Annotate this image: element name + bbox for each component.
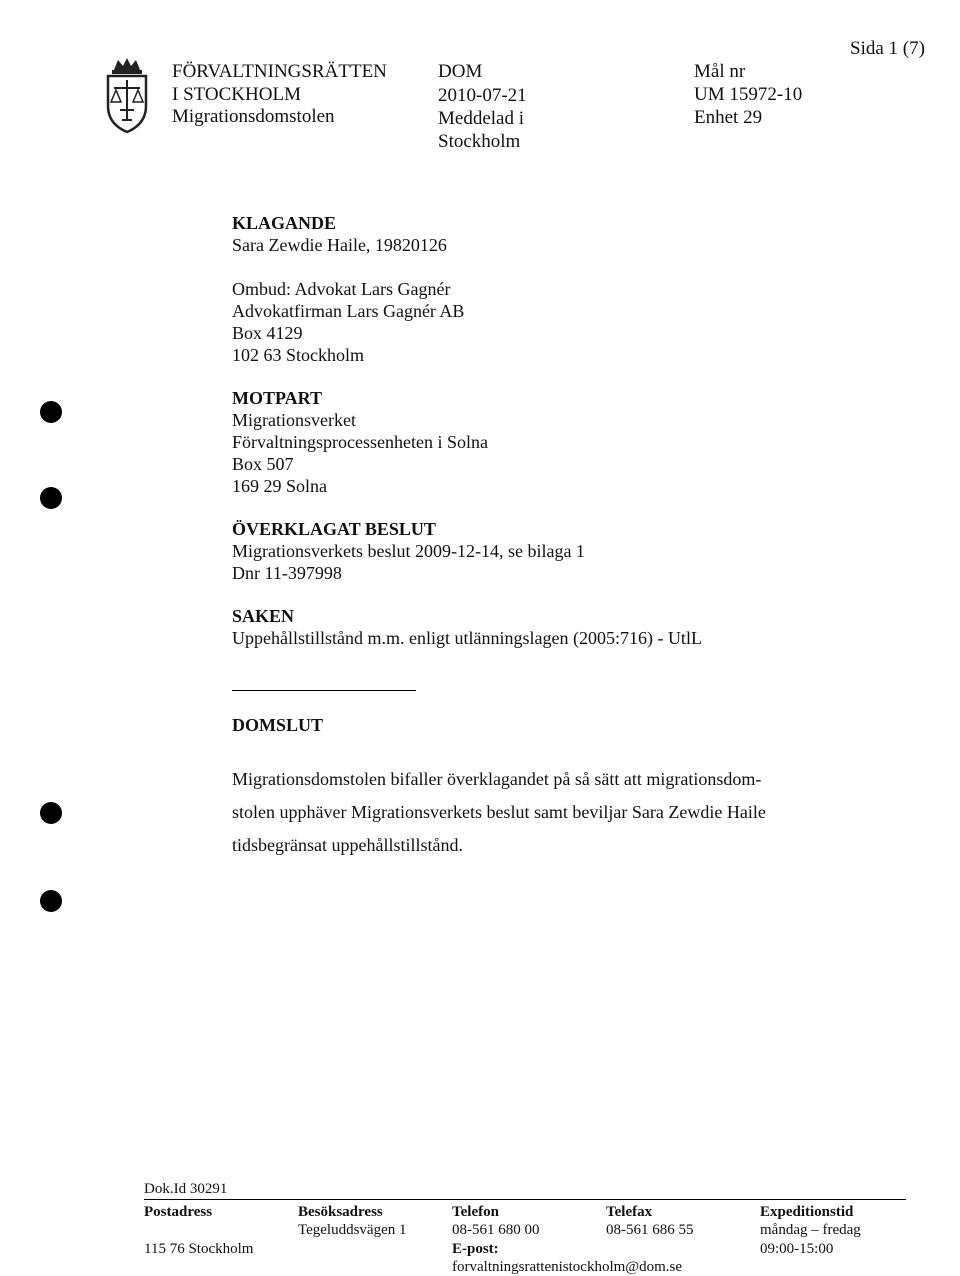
footer-rule [144,1199,906,1200]
domslut-line3: tidsbegränsat uppehållstillstånd. [232,835,463,855]
case-number-label: Mål nr [694,61,746,82]
motpart-unit: Förvaltningsprocessenheten i Solna [232,432,488,452]
court-name-line1: FÖRVALTNINGSRÄTTEN [172,61,387,82]
court-unit: Enhet 29 [694,107,763,128]
case-number: UM 15972-10 [694,84,803,105]
postadress-value: 115 76 Stockholm [144,1241,254,1257]
announced-city: Stockholm [438,131,521,152]
domslut-line2: stolen upphäver Migrationsverkets beslut samt beviljar Sara Zewdie Haile [232,802,766,822]
overklagat-heading: ÖVERKLAGAT BESLUT [232,519,436,539]
motpart-box: Box 507 [232,454,294,474]
motpart-heading: MOTPART [232,388,323,408]
court-coat-of-arms-icon [102,58,152,136]
court-name-line2: I STOCKHOLM [172,84,301,105]
section-divider [232,690,416,691]
ombud-box: Box 4129 [232,323,303,343]
domslut-line1: Migrationsdomstolen bifaller överklagandet på så sätt att migrationsdom- [232,769,762,789]
motpart-name: Migrationsverket [232,410,356,430]
ombud: Ombud: Advokat Lars Gagnér [232,279,451,299]
overklagat-decision: Migrationsverkets beslut 2009-12-14, se bilaga 1 [232,541,585,561]
ombud-postal: 102 63 Stockholm [232,345,365,365]
besoksadress-value: Tegeluddsvägen 1 [298,1222,407,1238]
saken-heading: SAKEN [232,606,295,626]
besoksadress-label: Besöksadress [298,1204,383,1220]
punch-hole-icon [40,890,62,912]
klagande-name: Sara Zewdie Haile, 19820126 [232,235,447,255]
document-id: Dok.Id 30291 [144,1181,228,1197]
epost-link[interactable]: forvaltningsrattenistockholm@dom.se [452,1259,683,1275]
court-department: Migrationsdomstolen [172,106,335,127]
page-number: Sida 1 (7) [850,38,925,59]
decision-date: 2010-07-21 [438,85,527,106]
domslut-heading: DOMSLUT [232,715,324,735]
document-type: DOM [438,61,483,82]
postadress-label: Postadress [144,1204,213,1220]
epost-label: E-post: [452,1241,499,1257]
motpart-postal: 169 29 Solna [232,476,328,496]
telefax-value: 08-561 686 55 [606,1222,694,1238]
saken-text: Uppehållstillstånd m.m. enligt utlänningslagen (2005:716) - UtlL [232,628,702,648]
telefax-label: Telefax [606,1204,653,1220]
punch-hole-icon [40,487,62,509]
punch-hole-icon [40,401,62,423]
announced-label: Meddelad i [438,108,525,129]
expeditionstid-days: måndag – fredag [760,1222,861,1238]
expeditionstid-label: Expeditionstid [760,1204,854,1220]
klagande-heading: KLAGANDE [232,213,337,233]
overklagat-dnr: Dnr 11-397998 [232,563,342,583]
telefon-label: Telefon [452,1204,499,1220]
telefon-value: 08-561 680 00 [452,1222,540,1238]
ombud-firm: Advokatfirman Lars Gagnér AB [232,301,465,321]
expeditionstid-hours: 09:00-15:00 [760,1241,834,1257]
punch-hole-icon [40,802,62,824]
